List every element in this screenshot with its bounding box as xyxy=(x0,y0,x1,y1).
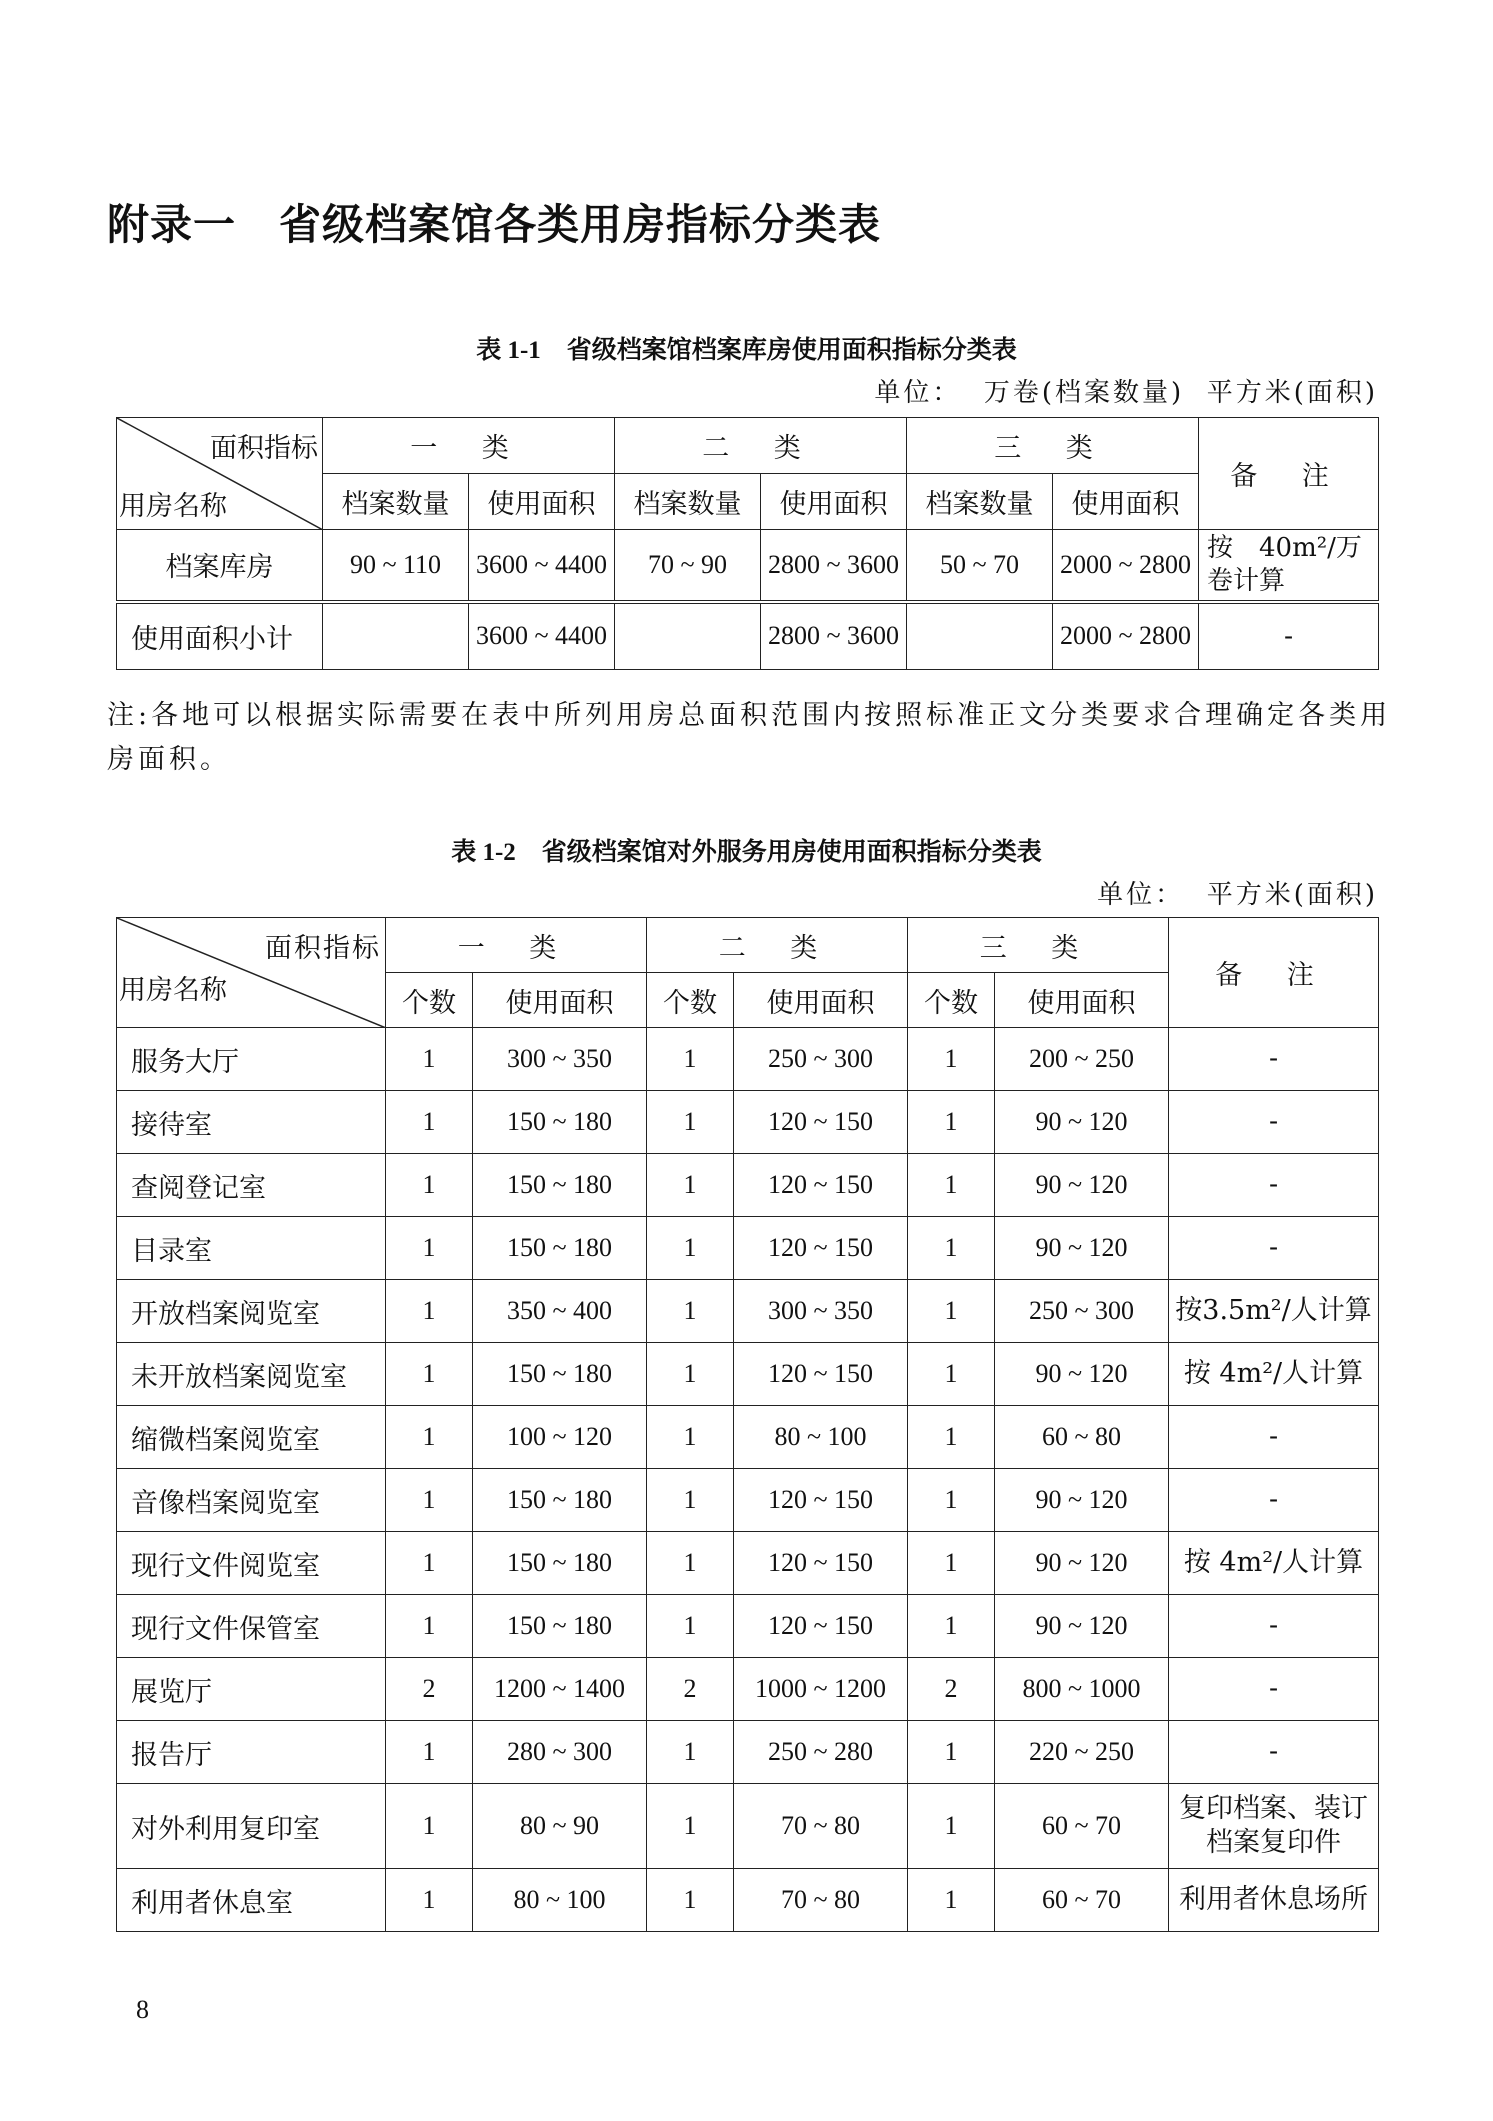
cell-value: 150 ~ 180 xyxy=(473,1532,647,1595)
cell-value: 60 ~ 70 xyxy=(995,1869,1169,1932)
cell-value: 90 ~ 120 xyxy=(995,1154,1169,1217)
table2-corner-bottom: 用房名称 xyxy=(119,975,227,1006)
cell-value: 250 ~ 300 xyxy=(995,1280,1169,1343)
row-name: 音像档案阅览室 xyxy=(117,1469,386,1532)
cell-value: 1 xyxy=(647,1091,734,1154)
row-name: 现行文件阅览室 xyxy=(117,1532,386,1595)
cell-value: 150 ~ 180 xyxy=(473,1343,647,1406)
table1-sub-header: 使用面积 xyxy=(761,474,907,530)
cell-value: 150 ~ 180 xyxy=(473,1154,647,1217)
cell-value: 220 ~ 250 xyxy=(995,1721,1169,1784)
row-name: 现行文件保管室 xyxy=(117,1595,386,1658)
cell-value: 150 ~ 180 xyxy=(473,1217,647,1280)
table1-sub-header: 档案数量 xyxy=(615,474,761,530)
table1-corner-top: 面积指标 xyxy=(210,433,318,464)
table1-corner-bottom: 用房名称 xyxy=(119,491,227,522)
cell-value: 1 xyxy=(908,1469,995,1532)
cell-value: 2 xyxy=(647,1658,734,1721)
cell-remark: 复印档案、装订档案复印件 xyxy=(1169,1784,1379,1869)
cell-value: 1 xyxy=(908,1028,995,1091)
cell-value: 1 xyxy=(647,1469,734,1532)
cell-value: 1 xyxy=(386,1595,473,1658)
table2-sub-header: 个数 xyxy=(386,973,473,1028)
cell-value: 120 ~ 150 xyxy=(734,1343,908,1406)
cell-value: 1 xyxy=(647,1595,734,1658)
table1-remark-header: 备 注 xyxy=(1199,418,1379,530)
cell-remark: - xyxy=(1169,1154,1379,1217)
cell-value: 1 xyxy=(386,1784,473,1869)
cell-remark: - xyxy=(1199,602,1379,670)
table-row xyxy=(117,1869,1379,1932)
table-row xyxy=(117,1595,1379,1658)
cell-remark: 按 40m²/万卷计算 xyxy=(1199,530,1379,602)
table1-header-row xyxy=(117,418,1379,474)
cell-value: 1 xyxy=(908,1343,995,1406)
cell-value: 1 xyxy=(647,1280,734,1343)
cell-value: 1 xyxy=(647,1869,734,1932)
cell-value: 1 xyxy=(647,1154,734,1217)
table2-sub-header: 使用面积 xyxy=(734,973,908,1028)
cell-value: 2800 ~ 3600 xyxy=(761,530,907,602)
cell-remark: 按3.5m²/人计算 xyxy=(1169,1280,1379,1343)
cell-value: 1 xyxy=(647,1217,734,1280)
cell-value: 120 ~ 150 xyxy=(734,1154,908,1217)
cell-value xyxy=(615,602,761,670)
table1-caption xyxy=(0,330,1493,366)
cell-value: 250 ~ 280 xyxy=(734,1721,908,1784)
table-row xyxy=(117,1469,1379,1532)
table-row xyxy=(117,1658,1379,1721)
table2-sub-header: 使用面积 xyxy=(995,973,1169,1028)
row-name: 目录室 xyxy=(117,1217,386,1280)
row-name: 对外利用复印室 xyxy=(117,1784,386,1869)
table-row xyxy=(117,1406,1379,1469)
cell-value: 120 ~ 150 xyxy=(734,1469,908,1532)
table2-sub-header: 个数 xyxy=(908,973,995,1028)
table2-unit: 单位： 平方米(面积) xyxy=(1097,880,1378,910)
cell-value: 1 xyxy=(647,1784,734,1869)
cell-value: 150 ~ 180 xyxy=(473,1595,647,1658)
table1-class-header: 一 类 xyxy=(323,418,615,474)
table2-class-header: 二 类 xyxy=(647,918,908,973)
cell-value: 70 ~ 90 xyxy=(615,530,761,602)
table-row xyxy=(117,530,1379,602)
cell-value: 300 ~ 350 xyxy=(734,1280,908,1343)
cell-remark: - xyxy=(1169,1595,1379,1658)
cell-value: 250 ~ 300 xyxy=(734,1028,908,1091)
table-row xyxy=(117,1091,1379,1154)
cell-value: 1000 ~ 1200 xyxy=(734,1658,908,1721)
table2 xyxy=(116,917,1379,1932)
cell-remark: - xyxy=(1169,1469,1379,1532)
table2-sub-header: 使用面积 xyxy=(473,973,647,1028)
cell-value: 90 ~ 120 xyxy=(995,1217,1169,1280)
cell-value: 1 xyxy=(908,1217,995,1280)
cell-value: 1 xyxy=(386,1217,473,1280)
table-row xyxy=(117,1280,1379,1343)
cell-remark: - xyxy=(1169,1217,1379,1280)
table2-corner-top: 面积指标 xyxy=(265,933,381,964)
cell-value: 1 xyxy=(386,1091,473,1154)
table2-header-row xyxy=(117,918,1379,973)
cell-value: 150 ~ 180 xyxy=(473,1469,647,1532)
cell-value xyxy=(907,602,1053,670)
cell-value: 1 xyxy=(386,1280,473,1343)
cell-value: 1 xyxy=(908,1721,995,1784)
table-row xyxy=(117,1154,1379,1217)
cell-value: 90 ~ 120 xyxy=(995,1595,1169,1658)
cell-value: 90 ~ 120 xyxy=(995,1091,1169,1154)
cell-value: 300 ~ 350 xyxy=(473,1028,647,1091)
cell-value: 60 ~ 80 xyxy=(995,1406,1169,1469)
cell-value: 1 xyxy=(908,1280,995,1343)
table1-caption-number: 表 1-1 xyxy=(476,337,541,364)
table-row xyxy=(117,1217,1379,1280)
table2-caption-text: 省级档案馆对外服务用房使用面积指标分类表 xyxy=(541,837,1042,866)
cell-value: 1 xyxy=(647,1028,734,1091)
table1 xyxy=(116,417,1379,670)
table2-sub-header: 个数 xyxy=(647,973,734,1028)
cell-value: 350 ~ 400 xyxy=(473,1280,647,1343)
cell-value xyxy=(323,602,469,670)
cell-value: 2 xyxy=(386,1658,473,1721)
table1-sub-header: 档案数量 xyxy=(323,474,469,530)
table-row xyxy=(117,1343,1379,1406)
cell-value: 120 ~ 150 xyxy=(734,1532,908,1595)
cell-value: 1 xyxy=(386,1532,473,1595)
table1-sub-header: 使用面积 xyxy=(469,474,615,530)
row-name: 报告厅 xyxy=(117,1721,386,1784)
cell-value: 80 ~ 90 xyxy=(473,1784,647,1869)
table2-class-header: 三 类 xyxy=(908,918,1169,973)
cell-value: 150 ~ 180 xyxy=(473,1091,647,1154)
row-name: 展览厅 xyxy=(117,1658,386,1721)
table1-unit: 单位： 万卷(档案数量) 平方米(面积) xyxy=(874,378,1378,408)
cell-value: 3600 ~ 4400 xyxy=(469,530,615,602)
cell-value: 3600 ~ 4400 xyxy=(469,602,615,670)
cell-value: 1 xyxy=(386,1406,473,1469)
table1-caption-text: 省级档案馆档案库房使用面积指标分类表 xyxy=(566,335,1017,364)
table1-sub-header: 档案数量 xyxy=(907,474,1053,530)
cell-value: 1 xyxy=(386,1869,473,1932)
table1-corner-cell xyxy=(117,418,323,530)
cell-remark: - xyxy=(1169,1091,1379,1154)
cell-remark: 按 4m²/人计算 xyxy=(1169,1343,1379,1406)
cell-value: 80 ~ 100 xyxy=(734,1406,908,1469)
cell-remark: 利用者休息场所 xyxy=(1169,1869,1379,1932)
cell-value: 1 xyxy=(908,1869,995,1932)
cell-value: 1 xyxy=(647,1532,734,1595)
cell-remark: - xyxy=(1169,1721,1379,1784)
cell-value: 1 xyxy=(386,1721,473,1784)
cell-remark: - xyxy=(1169,1658,1379,1721)
cell-value: 1 xyxy=(908,1595,995,1658)
table-row xyxy=(117,1532,1379,1595)
cell-value: 1 xyxy=(386,1469,473,1532)
row-name: 查阅登记室 xyxy=(117,1154,386,1217)
cell-value: 1 xyxy=(908,1154,995,1217)
cell-value: 1200 ~ 1400 xyxy=(473,1658,647,1721)
cell-value: 50 ~ 70 xyxy=(907,530,1053,602)
table1-note: 注:各地可以根据实际需要在表中所列用房总面积范围内按照标准正文分类要求合理确定各类用房面积。 xyxy=(107,700,1392,775)
row-name: 服务大厅 xyxy=(117,1028,386,1091)
cell-value: 1 xyxy=(386,1028,473,1091)
cell-value: 70 ~ 80 xyxy=(734,1784,908,1869)
table2-class-header: 一 类 xyxy=(386,918,647,973)
cell-value: 1 xyxy=(908,1406,995,1469)
cell-value: 90 ~ 120 xyxy=(995,1532,1169,1595)
row-name: 未开放档案阅览室 xyxy=(117,1343,386,1406)
table2-remark-header: 备 注 xyxy=(1169,918,1379,1028)
row-name: 接待室 xyxy=(117,1091,386,1154)
cell-value: 280 ~ 300 xyxy=(473,1721,647,1784)
table-row xyxy=(117,1784,1379,1869)
cell-remark: 按 4m²/人计算 xyxy=(1169,1532,1379,1595)
cell-value: 90 ~ 120 xyxy=(995,1343,1169,1406)
table2-corner-cell xyxy=(117,918,386,1028)
cell-value: 2800 ~ 3600 xyxy=(761,602,907,670)
cell-value: 1 xyxy=(908,1784,995,1869)
row-name: 档案库房 xyxy=(117,530,323,602)
cell-value: 1 xyxy=(647,1343,734,1406)
table2-caption xyxy=(0,832,1493,868)
cell-value: 200 ~ 250 xyxy=(995,1028,1169,1091)
cell-value: 70 ~ 80 xyxy=(734,1869,908,1932)
cell-value: 2000 ~ 2800 xyxy=(1053,602,1199,670)
page-title: 附录一 省级档案馆各类用房指标分类表 xyxy=(107,200,882,249)
table2-caption-number: 表 1-2 xyxy=(451,839,516,866)
row-name: 使用面积小计 xyxy=(117,602,323,670)
cell-value: 1 xyxy=(386,1343,473,1406)
table1-class-header: 三 类 xyxy=(907,418,1199,474)
table-row xyxy=(117,602,1379,670)
cell-remark: - xyxy=(1169,1028,1379,1091)
table-row xyxy=(117,1721,1379,1784)
table-row xyxy=(117,1028,1379,1091)
table1-sub-header: 使用面积 xyxy=(1053,474,1199,530)
cell-value: 1 xyxy=(647,1721,734,1784)
cell-value: 800 ~ 1000 xyxy=(995,1658,1169,1721)
cell-remark: - xyxy=(1169,1406,1379,1469)
table2-body xyxy=(117,1028,1379,1932)
cell-value: 1 xyxy=(647,1406,734,1469)
cell-value: 120 ~ 150 xyxy=(734,1217,908,1280)
table1-class-header: 二 类 xyxy=(615,418,907,474)
cell-value: 1 xyxy=(908,1091,995,1154)
cell-value: 120 ~ 150 xyxy=(734,1091,908,1154)
cell-value: 1 xyxy=(908,1532,995,1595)
cell-value: 80 ~ 100 xyxy=(473,1869,647,1932)
cell-value: 120 ~ 150 xyxy=(734,1595,908,1658)
cell-value: 100 ~ 120 xyxy=(473,1406,647,1469)
cell-value: 1 xyxy=(386,1154,473,1217)
cell-value: 2 xyxy=(908,1658,995,1721)
row-name: 缩微档案阅览室 xyxy=(117,1406,386,1469)
cell-value: 2000 ~ 2800 xyxy=(1053,530,1199,602)
cell-value: 60 ~ 70 xyxy=(995,1784,1169,1869)
page-number: 8 xyxy=(136,1995,149,2024)
cell-value: 90 ~ 110 xyxy=(323,530,469,602)
cell-value: 90 ~ 120 xyxy=(995,1469,1169,1532)
row-name: 利用者休息室 xyxy=(117,1869,386,1932)
row-name: 开放档案阅览室 xyxy=(117,1280,386,1343)
